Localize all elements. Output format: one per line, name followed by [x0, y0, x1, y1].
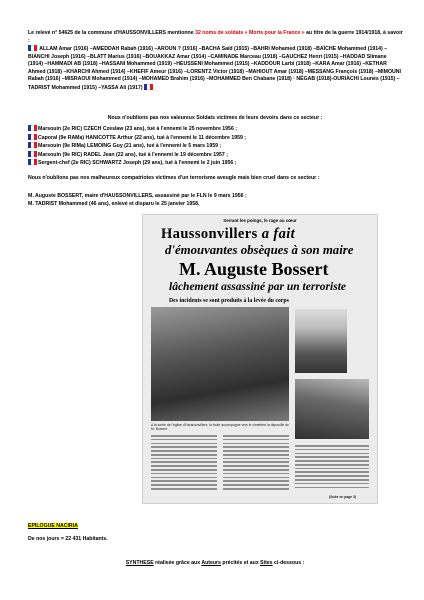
- list-item: Marsouin (2e RIC) CZECH Czeslaw (23 ans), tué à l'ennemi le 25 novembre 1956 ;: [28, 125, 402, 133]
- clipping-footer: (Suite en page 3): [329, 495, 357, 499]
- clipping-title-assassinated: lâchement assassiné par un terroriste: [169, 281, 346, 293]
- heading-soldiers: Nous n'oublions pas nos valeureux Soldats victimes de leurs devoirs dans ce secteur :: [107, 115, 323, 121]
- sites-link[interactable]: Sites: [260, 560, 273, 566]
- french-flag-icon: [28, 45, 37, 51]
- french-flag-icon: [28, 159, 37, 165]
- auteurs-link[interactable]: Auteurs: [201, 560, 221, 566]
- epilogue-highlight: EPILOGUE NACIRIA: [28, 523, 78, 529]
- french-flag-icon: [28, 151, 37, 157]
- list-item: Marsouin (9e RIMa) LEMOING Guy (21 ans), tué à l'ennemi le 5 mars 1959 ;: [28, 142, 402, 150]
- soldiers-list-algeria: [28, 125, 402, 167]
- list-item: Sergent-chef (2e RIC) SCHWARTZ Joseph (29 ans), tué à l'ennemi le 2 juin 1956 ;: [28, 159, 402, 167]
- french-flag-icon: [28, 134, 37, 140]
- french-flag-icon: [28, 125, 37, 131]
- clipping-top-line: Serrant les poings, le rage au cœur: [223, 218, 297, 223]
- clipping-subtitle: Des incidents se sont produits à la levée du corps: [169, 298, 289, 304]
- list-item: Caporal (9e RAMa) HANICOTTE Arthur (22 ans), tué à l'ennemi le 11 décembre 1959 ;: [28, 134, 402, 142]
- clipping-title-obseques: d'émouvantes obsèques à son maire: [165, 243, 354, 257]
- epilogue-label: [28, 523, 78, 531]
- clipping-photo-portrait: [295, 309, 347, 373]
- newspaper-clipping: [142, 214, 378, 504]
- clipping-text-column-1: [151, 435, 217, 492]
- soldiers-list-1914-1918: [28, 45, 402, 93]
- clipping-text-column-2: [223, 435, 289, 492]
- intro-text-2: au titre de la guerre 1914/1918, à savoir :: [28, 30, 403, 44]
- list-item: M. Auguste BOSSERT, maire d'HAUSSONVILLERS, assassiné par le FLN le 9 mars 1956 ;: [28, 193, 247, 199]
- clipping-caption: A la sortie de l'église d'Haussonvillers, la foule accompagne vers le cimetière la dépouille de M. Bossert: [151, 423, 289, 431]
- intro-paragraph: [28, 30, 403, 45]
- french-flag-icon: [144, 84, 153, 90]
- list-item: M. TADRIST Mohammed (46 ans), enlevé et disparu le 25 janvier 1958.: [28, 200, 200, 207]
- intro-highlight: 32 noms de soldats « Morts pour la France »: [195, 30, 305, 36]
- clipping-text-column-3: [295, 445, 369, 490]
- intro-text-1: Le relevé n° 54625 de la commune d'HAUSSONVILLERS mentionne: [28, 30, 196, 36]
- clipping-photo-crowd: [151, 307, 289, 421]
- clipping-title-mayor: M. Auguste Bossert: [179, 259, 329, 279]
- list-item: Marsouin (9e RIC) RADEL Jean (22 ans), tué à l'ennemi le 19 décembre 1957 ;: [28, 151, 402, 159]
- heading-victims: Nous n'oublions pas nos malheureux compatriotes victimes d'un terrorisme aveugle mais bien cruel dans ce secteur :: [28, 175, 320, 181]
- soldiers-names: ALLAM Amar (1916) –AMEDDAH Rabah (1916) –AROUN ? (1916) –BACHA Saïd (1915) –BAHRI Mohamed (1918) –BAÏCHE Mohammed (1914) –BIANCHI Joseph (1916) –BLATT Marius (1916) –BOUAKKAZ Amar (1914) –CAMINADE Marceau (1918) –GAUCHEZ Henri (1915) –HADDAD Slimane (1914) –HAMMADI AB (1918) –HASSANI Mohammed (1919) –HEUSSENI Mohammed (1915) –KADDOUR Larbi (1918) –KARA Amar (1916) –KETHAR Ahmed (1918) –KHARCHI Ahmed (1914) –KHEFIF Ameur (1916) –LORENTZ Victor (1918) –MAHIOUT Amar (1918) –MESSANG François (1918) –MIMOUNI Rabah (1916) –MISRAOUI Mohammed (1914) –MOHAMED Brahim (1916) –MOHAMMED Ben Chabane (1918) · NÉGAB (1918)-OURIACHI Lounès (1915) –TADRIST Mohammed (1915) –YASSA Ali (1917): [28, 46, 401, 91]
- clipping-photo-funeral: [295, 379, 369, 439]
- synthese-line: SYNTHESE réalisée grâce aux Auteurs précités et aux Sites ci-dessous :: [125, 560, 305, 566]
- french-flag-icon: [28, 142, 37, 148]
- synthese-word: SYNTHESE: [125, 560, 154, 566]
- clipping-title-town: Haussonvillers a fait: [161, 226, 296, 242]
- victims-list: [28, 193, 402, 208]
- population-text: De nos jours = 22 431 Habitants.: [28, 536, 108, 542]
